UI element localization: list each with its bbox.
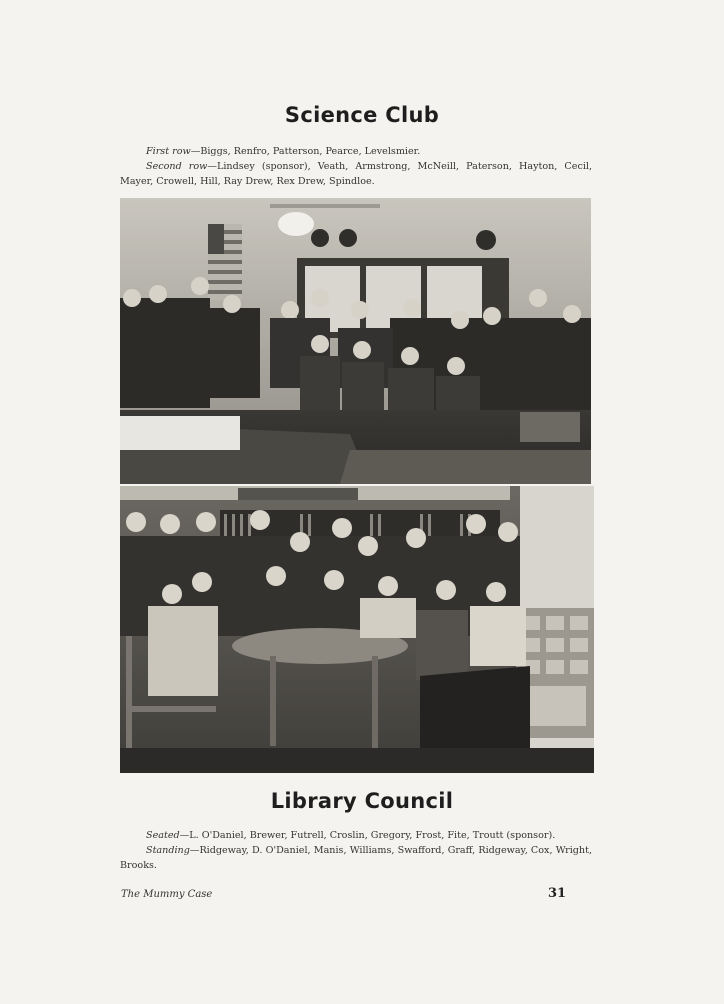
library-council-title: Library Council (270, 789, 454, 813)
standing-label: Standing (146, 845, 190, 856)
seated-label: Seated (146, 830, 180, 841)
first-row-label: First row (146, 146, 191, 157)
second-row-label: Second row (146, 161, 208, 172)
science-club-caption (120, 144, 592, 189)
first-row-names: —Biggs, Renfro, Patterson, Pearce, Levelsmier. (190, 146, 421, 157)
page-number: 31 (548, 886, 567, 901)
seated-names: —L. O'Daniel, Brewer, Futrell, Croslin, Gregory, Frost, Fite, Troutt (sponsor). (179, 830, 556, 841)
library-council-caption (120, 828, 592, 873)
second-row-names: —Lindsey (sponsor), Veath, Armstrong, McNeill, Paterson, Hayton, Cecil, Mayer, Crowell, Hill, Ray Drew, Rex Drew, Spindloe. (120, 161, 593, 187)
library-council-photo (120, 486, 594, 773)
publication-name: The Mummy Case (121, 889, 213, 900)
standing-names: —Ridgeway, D. O'Daniel, Manis, Williams, Swafford, Graff, Ridgeway, Cox, Wright, Brooks. (120, 845, 592, 871)
science-club-title: Science Club (284, 103, 440, 127)
science-club-photo (120, 198, 591, 484)
